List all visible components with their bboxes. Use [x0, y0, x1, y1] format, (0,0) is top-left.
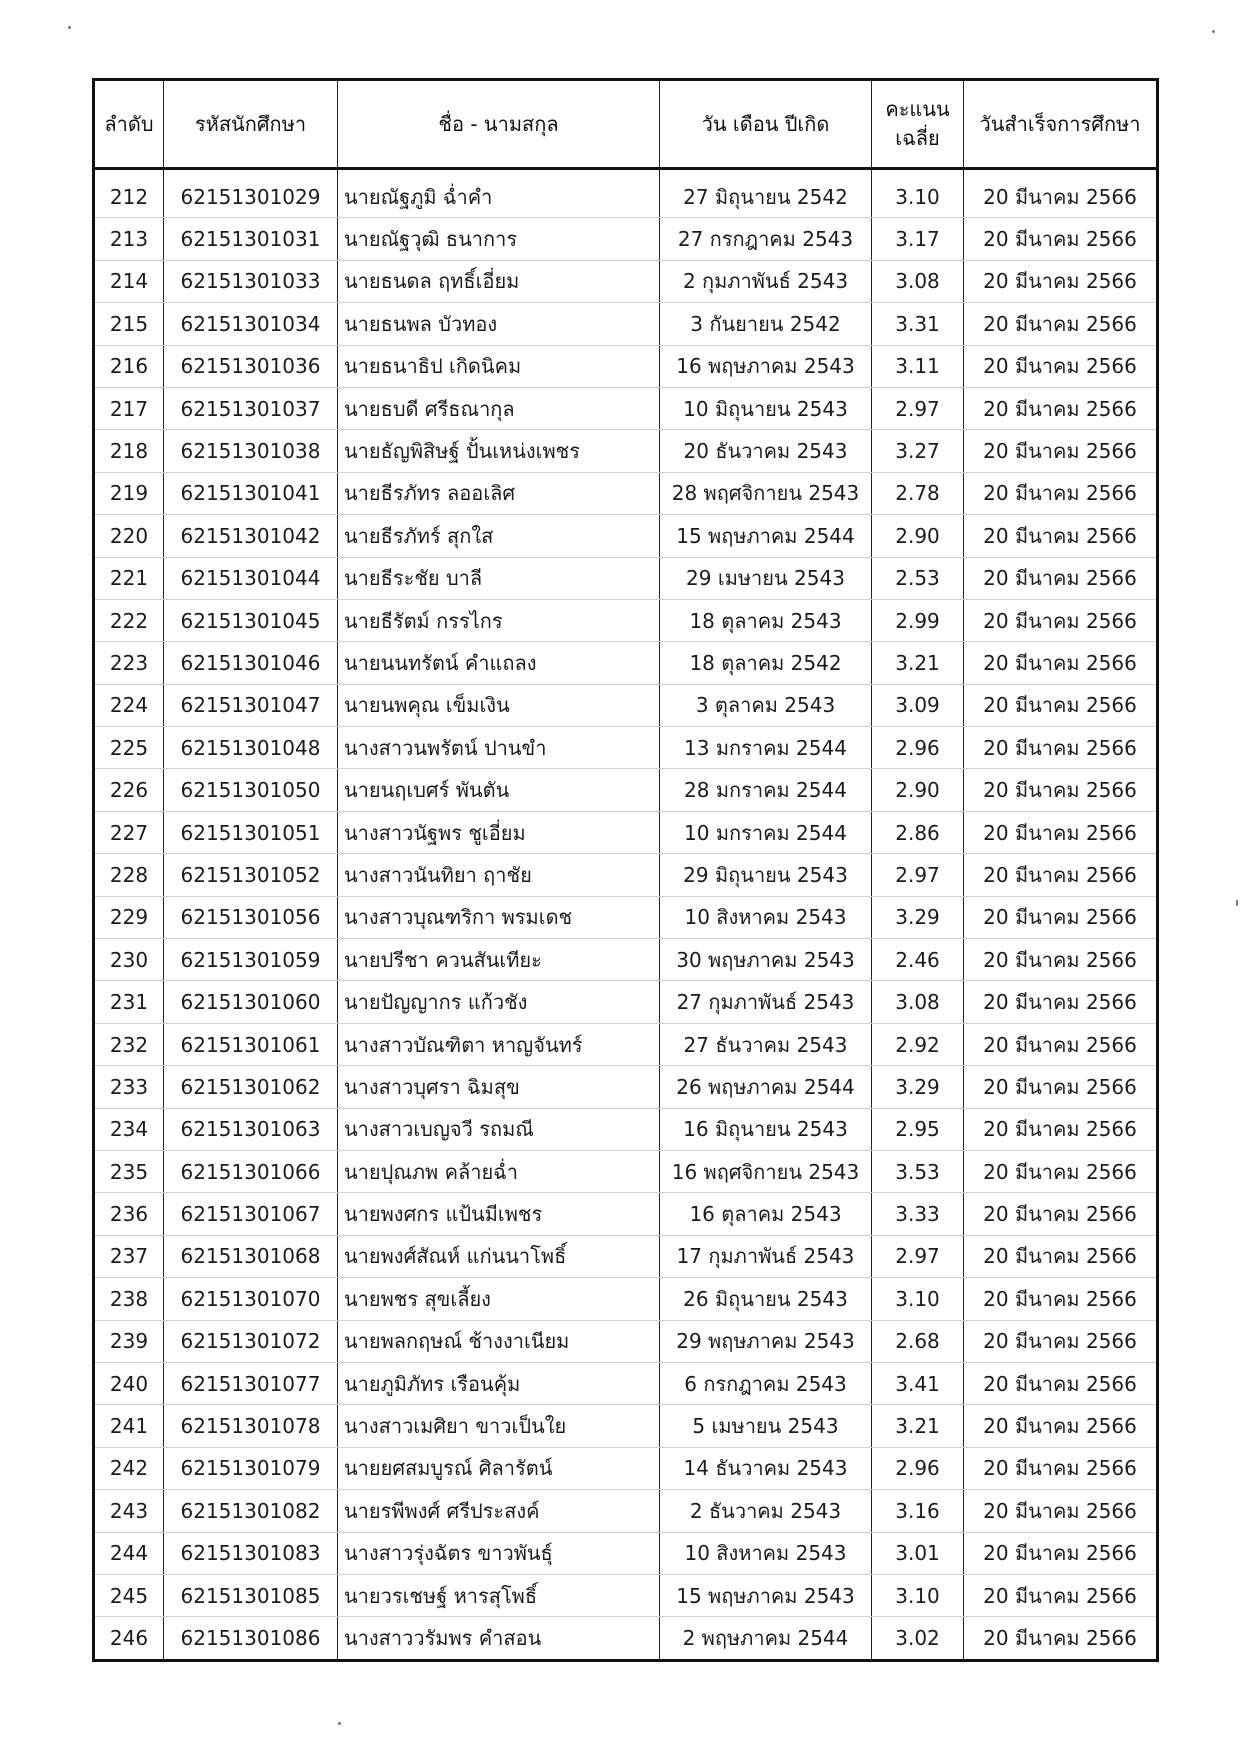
cell-graduation: 20 มีนาคม 2566 [964, 769, 1158, 811]
scan-speck [1236, 900, 1238, 906]
scan-speck [338, 1722, 341, 1725]
header-student-id: รหัสนักศึกษา [164, 80, 338, 169]
cell-gpa: 2.68 [872, 1320, 964, 1362]
table-row [94, 1405, 1158, 1447]
header-row [94, 80, 1158, 169]
cell-student-id: 62151301029 [164, 169, 338, 218]
cell-gpa: 2.97 [872, 1235, 964, 1277]
cell-gpa: 2.86 [872, 811, 964, 853]
table-row [94, 387, 1158, 429]
cell-gpa: 3.08 [872, 260, 964, 302]
cell-name: นายธีระชัย บาลี [338, 557, 660, 599]
cell-graduation: 20 มีนาคม 2566 [964, 260, 1158, 302]
cell-no: 234 [94, 1108, 164, 1150]
table-body [94, 169, 1158, 1661]
cell-no: 220 [94, 515, 164, 557]
cell-student-id: 62151301045 [164, 599, 338, 641]
cell-student-id: 62151301034 [164, 303, 338, 345]
cell-dob: 27 มิถุนายน 2542 [660, 169, 872, 218]
cell-no: 226 [94, 769, 164, 811]
cell-student-id: 62151301067 [164, 1193, 338, 1235]
cell-graduation: 20 มีนาคม 2566 [964, 727, 1158, 769]
table-row [94, 1617, 1158, 1660]
cell-student-id: 62151301068 [164, 1235, 338, 1277]
cell-gpa: 3.02 [872, 1617, 964, 1660]
table-row [94, 1066, 1158, 1108]
header-gpa [872, 80, 964, 169]
cell-dob: 14 ธันวาคม 2543 [660, 1447, 872, 1489]
table-row [94, 218, 1158, 260]
table-row [94, 260, 1158, 302]
cell-student-id: 62151301083 [164, 1532, 338, 1574]
cell-student-id: 62151301050 [164, 769, 338, 811]
cell-no: 244 [94, 1532, 164, 1574]
scan-speck [68, 26, 71, 29]
cell-dob: 27 ธันวาคม 2543 [660, 1023, 872, 1065]
cell-name: นายปุณภพ คล้ายฉ่ำ [338, 1150, 660, 1192]
cell-no: 232 [94, 1023, 164, 1065]
table-row [94, 1574, 1158, 1616]
cell-graduation: 20 มีนาคม 2566 [964, 303, 1158, 345]
cell-name: นางสาวนันทิยา ฤาชัย [338, 854, 660, 896]
scan-speck [1212, 30, 1215, 33]
cell-dob: 15 พฤษภาคม 2544 [660, 515, 872, 557]
header-no: ลำดับ [94, 80, 164, 169]
cell-gpa: 2.97 [872, 854, 964, 896]
cell-student-id: 62151301047 [164, 684, 338, 726]
cell-student-id: 62151301059 [164, 939, 338, 981]
header-name: ชื่อ - นามสกุล [338, 80, 660, 169]
cell-student-id: 62151301085 [164, 1574, 338, 1616]
cell-name: นางสาวเมศิยา ขาวเป็นใย [338, 1405, 660, 1447]
cell-gpa: 2.99 [872, 599, 964, 641]
cell-student-id: 62151301077 [164, 1362, 338, 1404]
cell-no: 224 [94, 684, 164, 726]
cell-dob: 10 มิถุนายน 2543 [660, 387, 872, 429]
cell-gpa: 3.11 [872, 345, 964, 387]
cell-no: 230 [94, 939, 164, 981]
cell-gpa: 3.29 [872, 896, 964, 938]
header-dob: วัน เดือน ปีเกิด [660, 80, 872, 169]
cell-name: นายวรเชษฐ์ หารสุโพธิ์ [338, 1574, 660, 1616]
cell-student-id: 62151301038 [164, 430, 338, 472]
cell-student-id: 62151301063 [164, 1108, 338, 1150]
table-row [94, 345, 1158, 387]
table-row [94, 430, 1158, 472]
cell-student-id: 62151301056 [164, 896, 338, 938]
cell-name: นายนฤเบศร์ พันตัน [338, 769, 660, 811]
table-row [94, 896, 1158, 938]
table-row [94, 1490, 1158, 1532]
cell-dob: 15 พฤษภาคม 2543 [660, 1574, 872, 1616]
table-row [94, 1320, 1158, 1362]
cell-dob: 18 ตุลาคม 2543 [660, 599, 872, 641]
cell-gpa: 3.31 [872, 303, 964, 345]
cell-student-id: 62151301060 [164, 981, 338, 1023]
cell-graduation: 20 มีนาคม 2566 [964, 1617, 1158, 1660]
cell-no: 245 [94, 1574, 164, 1616]
cell-name: นายพงศ์สัณห์ แก่นนาโพธิ์ [338, 1235, 660, 1277]
cell-student-id: 62151301048 [164, 727, 338, 769]
cell-gpa: 2.92 [872, 1023, 964, 1065]
table-row [94, 1150, 1158, 1192]
cell-gpa: 2.46 [872, 939, 964, 981]
cell-no: 225 [94, 727, 164, 769]
cell-name: นางสาววรัมพร คำสอน [338, 1617, 660, 1660]
cell-name: นายนพคุณ เข็มเงิน [338, 684, 660, 726]
cell-no: 227 [94, 811, 164, 853]
cell-name: นายธัญพิสิษฐ์ ปั้นเหน่งเพชร [338, 430, 660, 472]
cell-no: 231 [94, 981, 164, 1023]
cell-graduation: 20 มีนาคม 2566 [964, 1193, 1158, 1235]
cell-gpa: 3.29 [872, 1066, 964, 1108]
cell-graduation: 20 มีนาคม 2566 [964, 1320, 1158, 1362]
cell-graduation: 20 มีนาคม 2566 [964, 939, 1158, 981]
cell-dob: 2 กุมภาพันธ์ 2543 [660, 260, 872, 302]
cell-dob: 28 พฤศจิกายน 2543 [660, 472, 872, 514]
table-row [94, 1362, 1158, 1404]
cell-dob: 10 สิงหาคม 2543 [660, 1532, 872, 1574]
cell-name: นายยศสมบูรณ์ ศิลารัตน์ [338, 1447, 660, 1489]
cell-dob: 30 พฤษภาคม 2543 [660, 939, 872, 981]
cell-name: นายธีรภัทร์ สุกใส [338, 515, 660, 557]
cell-graduation: 20 มีนาคม 2566 [964, 981, 1158, 1023]
cell-no: 241 [94, 1405, 164, 1447]
cell-no: 217 [94, 387, 164, 429]
cell-name: นายธีรัตม์ กรรไกร [338, 599, 660, 641]
cell-graduation: 20 มีนาคม 2566 [964, 218, 1158, 260]
cell-student-id: 62151301033 [164, 260, 338, 302]
cell-student-id: 62151301079 [164, 1447, 338, 1489]
cell-gpa: 2.96 [872, 727, 964, 769]
cell-graduation: 20 มีนาคม 2566 [964, 1066, 1158, 1108]
table-row [94, 1278, 1158, 1320]
cell-dob: 16 ตุลาคม 2543 [660, 1193, 872, 1235]
cell-gpa: 2.95 [872, 1108, 964, 1150]
cell-no: 237 [94, 1235, 164, 1277]
table-row [94, 303, 1158, 345]
cell-graduation: 20 มีนาคม 2566 [964, 345, 1158, 387]
cell-graduation: 20 มีนาคม 2566 [964, 430, 1158, 472]
cell-student-id: 62151301082 [164, 1490, 338, 1532]
cell-name: นายธนดล ฤทธิ์เอี่ยม [338, 260, 660, 302]
table-row [94, 1108, 1158, 1150]
cell-name: นายภูมิภัทร เรือนคุ้ม [338, 1362, 660, 1404]
table-row [94, 557, 1158, 599]
cell-gpa: 3.53 [872, 1150, 964, 1192]
cell-dob: 26 มิถุนายน 2543 [660, 1278, 872, 1320]
cell-no: 215 [94, 303, 164, 345]
cell-name: นางสาวรุ่งฉัตร ขาวพันธุ์ [338, 1532, 660, 1574]
cell-no: 223 [94, 642, 164, 684]
cell-gpa: 3.41 [872, 1362, 964, 1404]
cell-no: 229 [94, 896, 164, 938]
cell-name: นางสาวบุณฑริกา พรมเดช [338, 896, 660, 938]
header-gpa-line2: เฉลี่ย [895, 126, 940, 150]
cell-gpa: 3.10 [872, 169, 964, 218]
cell-gpa: 2.90 [872, 515, 964, 557]
cell-dob: 5 เมษายน 2543 [660, 1405, 872, 1447]
cell-no: 235 [94, 1150, 164, 1192]
cell-name: นายพลกฤษณ์ ช้างงาเนียม [338, 1320, 660, 1362]
cell-name: นางสาวนัฐพร ชูเอี่ยม [338, 811, 660, 853]
cell-dob: 3 กันยายน 2542 [660, 303, 872, 345]
cell-graduation: 20 มีนาคม 2566 [964, 811, 1158, 853]
cell-gpa: 3.01 [872, 1532, 964, 1574]
cell-dob: 6 กรกฎาคม 2543 [660, 1362, 872, 1404]
cell-no: 236 [94, 1193, 164, 1235]
cell-gpa: 2.53 [872, 557, 964, 599]
cell-name: นางสาวนพรัตน์ ปานขำ [338, 727, 660, 769]
cell-graduation: 20 มีนาคม 2566 [964, 684, 1158, 726]
table-row [94, 684, 1158, 726]
cell-dob: 3 ตุลาคม 2543 [660, 684, 872, 726]
cell-graduation: 20 มีนาคม 2566 [964, 1108, 1158, 1150]
cell-name: นายธบดี ศรีธณากุล [338, 387, 660, 429]
cell-no: 243 [94, 1490, 164, 1532]
cell-no: 213 [94, 218, 164, 260]
cell-dob: 20 ธันวาคม 2543 [660, 430, 872, 472]
table-row [94, 727, 1158, 769]
cell-graduation: 20 มีนาคม 2566 [964, 557, 1158, 599]
cell-no: 218 [94, 430, 164, 472]
cell-gpa: 2.78 [872, 472, 964, 514]
cell-student-id: 62151301031 [164, 218, 338, 260]
cell-dob: 13 มกราคม 2544 [660, 727, 872, 769]
cell-graduation: 20 มีนาคม 2566 [964, 1023, 1158, 1065]
cell-graduation: 20 มีนาคม 2566 [964, 387, 1158, 429]
cell-graduation: 20 มีนาคม 2566 [964, 642, 1158, 684]
cell-name: นายนนทรัตน์ คำแถลง [338, 642, 660, 684]
cell-dob: 29 มิถุนายน 2543 [660, 854, 872, 896]
cell-name: นางสาวบุศรา ฉิมสุข [338, 1066, 660, 1108]
cell-dob: 16 พฤษภาคม 2543 [660, 345, 872, 387]
table-row [94, 981, 1158, 1023]
cell-graduation: 20 มีนาคม 2566 [964, 1235, 1158, 1277]
table-row [94, 854, 1158, 896]
table-row [94, 1235, 1158, 1277]
cell-dob: 29 เมษายน 2543 [660, 557, 872, 599]
cell-graduation: 20 มีนาคม 2566 [964, 854, 1158, 896]
cell-graduation: 20 มีนาคม 2566 [964, 1447, 1158, 1489]
cell-gpa: 3.16 [872, 1490, 964, 1532]
cell-gpa: 2.96 [872, 1447, 964, 1489]
cell-dob: 26 พฤษภาคม 2544 [660, 1066, 872, 1108]
cell-dob: 27 กรกฎาคม 2543 [660, 218, 872, 260]
graduates-table [92, 78, 1159, 1662]
cell-student-id: 62151301070 [164, 1278, 338, 1320]
header-graduation: วันสำเร็จการศึกษา [964, 80, 1158, 169]
cell-dob: 18 ตุลาคม 2542 [660, 642, 872, 684]
cell-gpa: 3.08 [872, 981, 964, 1023]
table-row [94, 1447, 1158, 1489]
cell-no: 246 [94, 1617, 164, 1660]
cell-name: นายรพีพงศ์ ศรีประสงค์ [338, 1490, 660, 1532]
cell-name: นายธนพล บัวทอง [338, 303, 660, 345]
cell-dob: 2 ธันวาคม 2543 [660, 1490, 872, 1532]
cell-dob: 17 กุมภาพันธ์ 2543 [660, 1235, 872, 1277]
cell-gpa: 3.21 [872, 1405, 964, 1447]
cell-student-id: 62151301044 [164, 557, 338, 599]
cell-graduation: 20 มีนาคม 2566 [964, 169, 1158, 218]
table-row [94, 515, 1158, 557]
table-row [94, 1023, 1158, 1065]
cell-no: 214 [94, 260, 164, 302]
cell-student-id: 62151301036 [164, 345, 338, 387]
table-row [94, 769, 1158, 811]
cell-dob: 29 พฤษภาคม 2543 [660, 1320, 872, 1362]
cell-graduation: 20 มีนาคม 2566 [964, 1362, 1158, 1404]
table-row [94, 811, 1158, 853]
cell-no: 228 [94, 854, 164, 896]
cell-no: 212 [94, 169, 164, 218]
cell-student-id: 62151301066 [164, 1150, 338, 1192]
cell-dob: 28 มกราคม 2544 [660, 769, 872, 811]
cell-name: นางสาวบัณฑิตา หาญจันทร์ [338, 1023, 660, 1065]
cell-no: 222 [94, 599, 164, 641]
cell-no: 221 [94, 557, 164, 599]
cell-graduation: 20 มีนาคม 2566 [964, 599, 1158, 641]
cell-student-id: 62151301072 [164, 1320, 338, 1362]
cell-student-id: 62151301052 [164, 854, 338, 896]
cell-name: นายณัฐภูมิ ฉ่ำคำ [338, 169, 660, 218]
cell-no: 238 [94, 1278, 164, 1320]
cell-gpa: 3.09 [872, 684, 964, 726]
cell-student-id: 62151301037 [164, 387, 338, 429]
cell-gpa: 2.90 [872, 769, 964, 811]
cell-student-id: 62151301061 [164, 1023, 338, 1065]
cell-name: นายปรีชา ควนสันเทียะ [338, 939, 660, 981]
cell-name: นางสาวเบญจวี รถมณี [338, 1108, 660, 1150]
cell-student-id: 62151301062 [164, 1066, 338, 1108]
cell-name: นายณัฐวุฒิ ธนาการ [338, 218, 660, 260]
cell-name: นายปัญญากร แก้วชัง [338, 981, 660, 1023]
cell-gpa: 3.21 [872, 642, 964, 684]
table-row [94, 599, 1158, 641]
cell-student-id: 62151301051 [164, 811, 338, 853]
table-row [94, 169, 1158, 218]
cell-student-id: 62151301042 [164, 515, 338, 557]
cell-dob: 10 มกราคม 2544 [660, 811, 872, 853]
cell-graduation: 20 มีนาคม 2566 [964, 1150, 1158, 1192]
cell-graduation: 20 มีนาคม 2566 [964, 1490, 1158, 1532]
cell-student-id: 62151301046 [164, 642, 338, 684]
cell-gpa: 3.27 [872, 430, 964, 472]
cell-student-id: 62151301041 [164, 472, 338, 514]
cell-gpa: 3.17 [872, 218, 964, 260]
cell-graduation: 20 มีนาคม 2566 [964, 896, 1158, 938]
table-row [94, 939, 1158, 981]
cell-graduation: 20 มีนาคม 2566 [964, 1278, 1158, 1320]
table-row [94, 642, 1158, 684]
cell-no: 219 [94, 472, 164, 514]
cell-no: 216 [94, 345, 164, 387]
cell-graduation: 20 มีนาคม 2566 [964, 515, 1158, 557]
cell-gpa: 3.10 [872, 1574, 964, 1616]
cell-gpa: 3.33 [872, 1193, 964, 1235]
cell-student-id: 62151301078 [164, 1405, 338, 1447]
cell-name: นายพงศกร แป้นมีเพชร [338, 1193, 660, 1235]
header-gpa-line1: คะแนน [885, 97, 950, 121]
cell-graduation: 20 มีนาคม 2566 [964, 1574, 1158, 1616]
cell-student-id: 62151301086 [164, 1617, 338, 1660]
cell-no: 239 [94, 1320, 164, 1362]
cell-no: 233 [94, 1066, 164, 1108]
table-row [94, 1532, 1158, 1574]
table-header [94, 80, 1158, 169]
cell-dob: 10 สิงหาคม 2543 [660, 896, 872, 938]
cell-name: นายธนาธิป เกิดนิคม [338, 345, 660, 387]
cell-dob: 27 กุมภาพันธ์ 2543 [660, 981, 872, 1023]
cell-name: นายธีรภัทร ลออเลิศ [338, 472, 660, 514]
table-row [94, 472, 1158, 514]
cell-graduation: 20 มีนาคม 2566 [964, 1405, 1158, 1447]
cell-gpa: 2.97 [872, 387, 964, 429]
cell-dob: 2 พฤษภาคม 2544 [660, 1617, 872, 1660]
cell-dob: 16 มิถุนายน 2543 [660, 1108, 872, 1150]
cell-gpa: 3.10 [872, 1278, 964, 1320]
cell-name: นายพชร สุขเลี้ยง [338, 1278, 660, 1320]
cell-graduation: 20 มีนาคม 2566 [964, 472, 1158, 514]
cell-no: 242 [94, 1447, 164, 1489]
cell-dob: 16 พฤศจิกายน 2543 [660, 1150, 872, 1192]
cell-no: 240 [94, 1362, 164, 1404]
table-row [94, 1193, 1158, 1235]
cell-graduation: 20 มีนาคม 2566 [964, 1532, 1158, 1574]
